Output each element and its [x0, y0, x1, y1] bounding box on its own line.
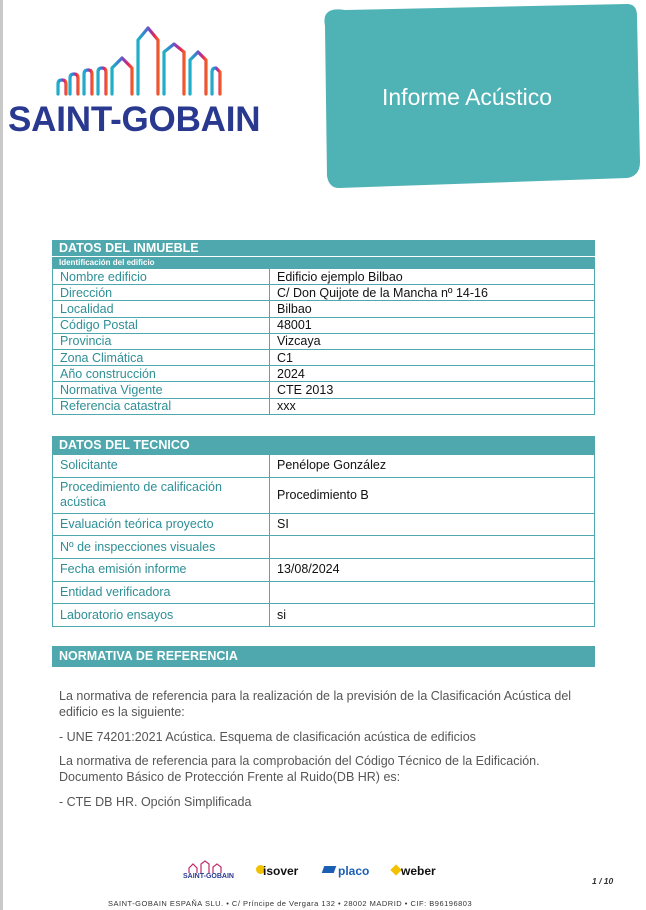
page-border [0, 0, 3, 910]
row-value: C1 [270, 349, 595, 365]
table-row [53, 317, 595, 333]
row-label: Entidad verificadora [53, 581, 270, 604]
report-title: Informe Acústico [382, 84, 553, 110]
table-row [53, 559, 595, 582]
row-label: Fecha emisión informe [53, 559, 270, 582]
table-row [53, 513, 595, 536]
row-label: Zona Climática [53, 349, 270, 365]
row-value: 48001 [270, 317, 595, 333]
footer-address: SAINT-GOBAIN ESPAÑA SLU. • C/ Príncipe de Vergara 132 • 28002 MADRID • CIF: B96196803 [108, 899, 473, 908]
row-value: Bilbao [270, 301, 595, 317]
page-number: 1 / 10 [592, 876, 614, 886]
table-row [53, 269, 595, 285]
table-row [53, 581, 595, 604]
table-row [53, 455, 595, 478]
paragraph: La normativa de referencia para la realización de la previsión de la Clasificación Acústica del edificio es la siguiente: [59, 689, 572, 719]
row-value: xxx [270, 398, 595, 414]
row-label: Procedimiento de calificación acústica [53, 477, 270, 513]
normativa-section [52, 646, 595, 667]
table-row [53, 604, 595, 627]
row-value: Edificio ejemplo Bilbao [270, 269, 595, 285]
paragraph: - CTE DB HR. Opción Simplificada [59, 795, 252, 809]
footer-brand-placo: placo [338, 864, 370, 878]
row-label: Código Postal [53, 317, 270, 333]
row-value: 2024 [270, 366, 595, 382]
tecnico-heading: DATOS DEL TECNICO [52, 436, 595, 454]
table-row [53, 301, 595, 317]
footer-brand-weber: weber [401, 864, 436, 878]
skyline-icon [8, 22, 270, 102]
placo-mark-icon [322, 866, 337, 873]
row-label: Nombre edificio [53, 269, 270, 285]
inmueble-subheading: Identificación del edificio [52, 256, 595, 268]
paragraph: La normativa de referencia para la comprobación del Código Técnico de la Edificación. Documento Básico de Protección Frente al Ruido(DB HR) es: [59, 754, 540, 784]
table-row [53, 349, 595, 365]
row-label: Referencia catastral [53, 398, 270, 414]
row-value: si [270, 604, 595, 627]
paragraph: - UNE 74201:2021 Acústica. Esquema de clasificación acústica de edificios [59, 730, 476, 744]
inmueble-heading: DATOS DEL INMUEBLE [52, 240, 595, 256]
row-value: SI [270, 513, 595, 536]
row-value: Procedimiento B [270, 477, 595, 513]
row-value [270, 581, 595, 604]
row-label: Localidad [53, 301, 270, 317]
row-value: CTE 2013 [270, 382, 595, 398]
row-label: Dirección [53, 285, 270, 301]
saint-gobain-logo [8, 22, 270, 137]
row-label: Laboratorio ensayos [53, 604, 270, 627]
table-row [53, 382, 595, 398]
footer-skyline-icon [183, 860, 229, 874]
tecnico-section [52, 436, 595, 627]
tecnico-table [52, 454, 595, 627]
normativa-heading: NORMATIVA DE REFERENCIA [52, 646, 595, 667]
table-row [53, 536, 595, 559]
weber-mark-icon [390, 864, 401, 875]
row-value: Penélope González [270, 455, 595, 478]
footer-brand-saint-gobain: SAINT-GOBAIN [183, 873, 234, 880]
row-value: 13/08/2024 [270, 559, 595, 582]
row-value: Vizcaya [270, 333, 595, 349]
row-value [270, 536, 595, 559]
footer-brand-isover: isover [263, 864, 299, 878]
row-value: C/ Don Quijote de la Mancha nº 14-16 [270, 285, 595, 301]
row-label: Evaluación teórica proyecto [53, 513, 270, 536]
footer-brand-logos [183, 860, 453, 886]
row-label: Nº de inspecciones visuales [53, 536, 270, 559]
table-row [53, 285, 595, 301]
row-label: Normativa Vigente [53, 382, 270, 398]
table-row [53, 366, 595, 382]
inmueble-section [52, 240, 595, 415]
logo-wordmark: SAINT-GOBAIN [8, 100, 261, 139]
table-row [53, 333, 595, 349]
table-row [53, 398, 595, 414]
inmueble-table [52, 268, 595, 415]
row-label: Provincia [53, 333, 270, 349]
row-label: Año construcción [53, 366, 270, 382]
table-row [53, 477, 595, 513]
row-label: Solicitante [53, 455, 270, 478]
